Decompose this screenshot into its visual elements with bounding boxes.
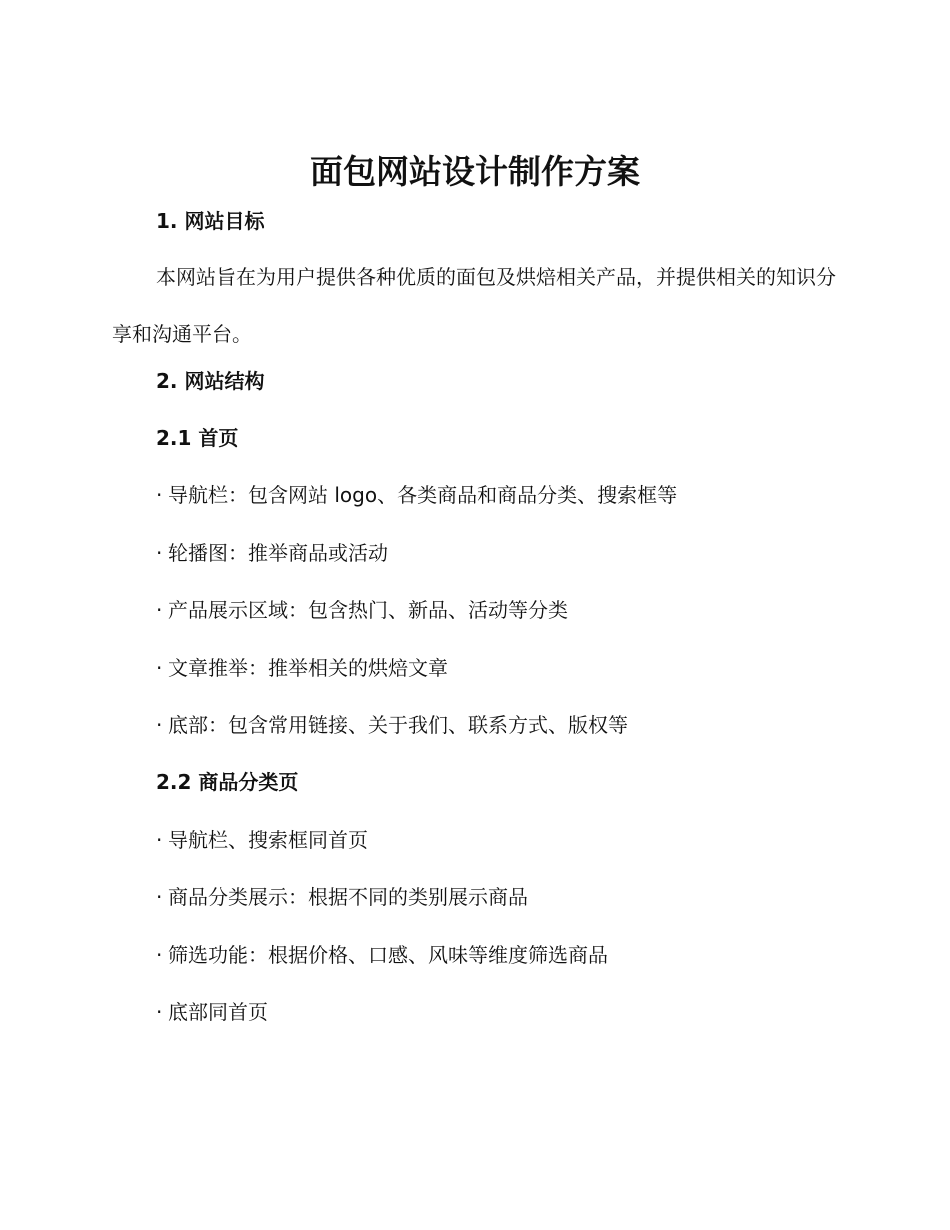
list-item-text: 文章推举：推举相关的烘焙文章 — [168, 656, 448, 680]
document-title: 面包网站设计制作方案 — [310, 152, 640, 191]
list-item — [156, 942, 608, 968]
section-1-heading: 1. 网站目标 — [156, 209, 265, 233]
list-item-text: 导航栏：包含网站 logo、各类商品和商品分类、搜索框等 — [168, 483, 678, 507]
list-item — [156, 827, 368, 853]
list-item — [156, 597, 568, 623]
list-item-text: 产品展示区域：包含热门、新品、活动等分类 — [168, 598, 568, 622]
list-item-text: 轮播图：推举商品或活动 — [168, 541, 388, 565]
list-item-text: 底部同首页 — [168, 1000, 268, 1024]
bullet-marker: · — [156, 483, 163, 507]
bullet-marker: · — [156, 541, 163, 565]
section-2-1-heading: 2.1 首页 — [156, 426, 239, 450]
list-item — [156, 540, 388, 566]
section-1-paragraph: 本网站旨在为用户提供各种优质的面包及烘焙相关产品，并提供相关的知识分享和沟通平台。 — [112, 265, 836, 346]
list-item-text: 导航栏、搜索框同首页 — [168, 828, 368, 852]
bullet-marker: · — [156, 598, 163, 622]
section-2-2-heading: 2.2 商品分类页 — [156, 770, 299, 794]
list-item-text: 筛选功能：根据价格、口感、风味等维度筛选商品 — [168, 943, 608, 967]
list-item-text: 底部：包含常用链接、关于我们、联系方式、版权等 — [168, 713, 628, 737]
list-item — [156, 482, 677, 508]
list-item — [156, 999, 268, 1025]
list-item-text: 商品分类展示：根据不同的类别展示商品 — [168, 885, 528, 909]
list-item — [156, 712, 628, 738]
bullet-marker: · — [156, 943, 163, 967]
bullet-marker: · — [156, 885, 163, 909]
bullet-marker: · — [156, 713, 163, 737]
bullet-marker: · — [156, 1000, 163, 1024]
bullet-marker: · — [156, 828, 163, 852]
section-2-heading: 2. 网站结构 — [156, 369, 265, 393]
list-item — [156, 884, 528, 910]
bullet-marker: · — [156, 656, 163, 680]
list-item — [156, 655, 448, 681]
